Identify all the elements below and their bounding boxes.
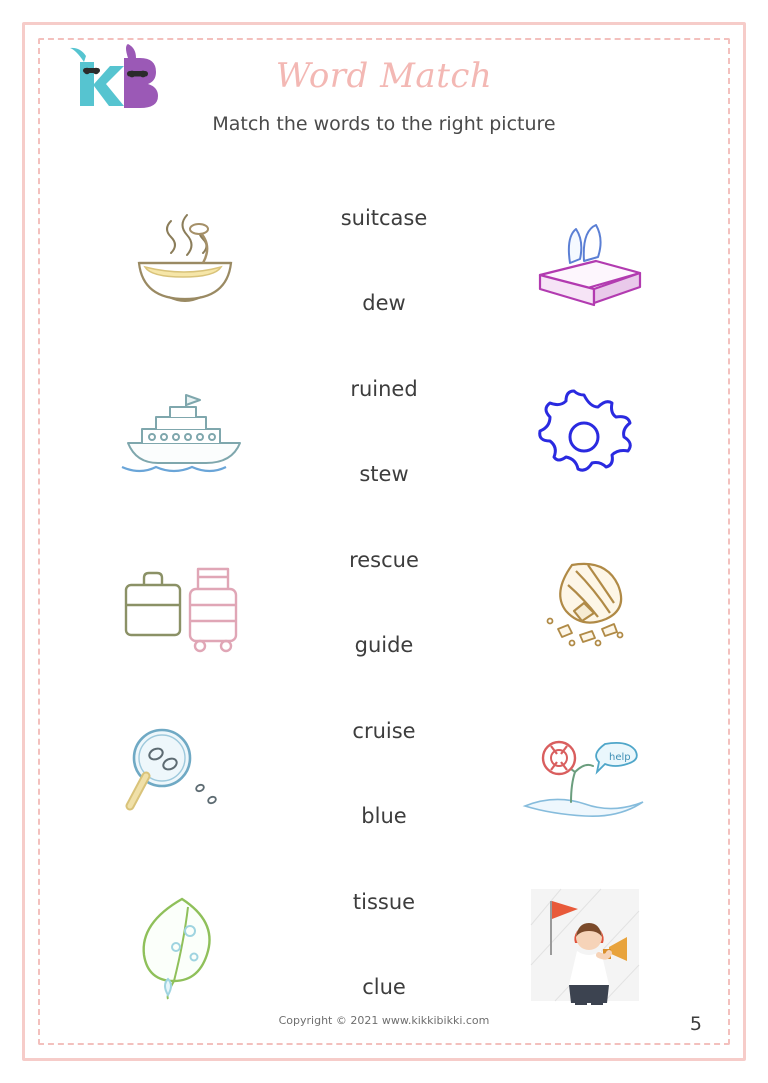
picture-suitcases[interactable] <box>78 517 288 688</box>
word-item[interactable]: stew <box>359 462 409 487</box>
picture-rescue-lifebuoy[interactable] <box>480 688 690 859</box>
word-item[interactable]: blue <box>361 804 407 829</box>
picture-tissue-box[interactable] <box>480 175 690 346</box>
word-list-column <box>288 175 480 1000</box>
word-item[interactable]: cruise <box>352 718 416 743</box>
right-picture-column <box>480 175 690 975</box>
word-item[interactable]: tissue <box>352 889 416 914</box>
page-number: 5 <box>689 1013 702 1035</box>
svg-text:help: help <box>609 751 631 763</box>
left-picture-column <box>78 175 288 975</box>
picture-ruined-broken-pot[interactable] <box>480 517 690 688</box>
word-item[interactable]: guide <box>354 633 414 658</box>
picture-dew-leaf[interactable] <box>78 859 288 1030</box>
page-subtitle: Match the words to the right picture <box>212 113 556 135</box>
word-item[interactable]: ruined <box>350 376 418 401</box>
word-item[interactable]: clue <box>362 975 406 1000</box>
page-title: Word Match <box>275 56 493 96</box>
word-item[interactable]: suitcase <box>340 205 428 230</box>
picture-cruise-ship[interactable] <box>78 346 288 517</box>
picture-magnifying-glass-clue[interactable] <box>78 688 288 859</box>
word-item[interactable]: dew <box>362 291 406 316</box>
copyright-footer: Copyright © 2021 www.kikkibikki.com <box>278 1014 490 1027</box>
word-item[interactable]: rescue <box>349 547 419 572</box>
picture-blue-splash[interactable] <box>480 346 690 517</box>
picture-guide-girl-flag[interactable] <box>480 859 690 1030</box>
picture-bowl-of-stew[interactable] <box>78 175 288 346</box>
